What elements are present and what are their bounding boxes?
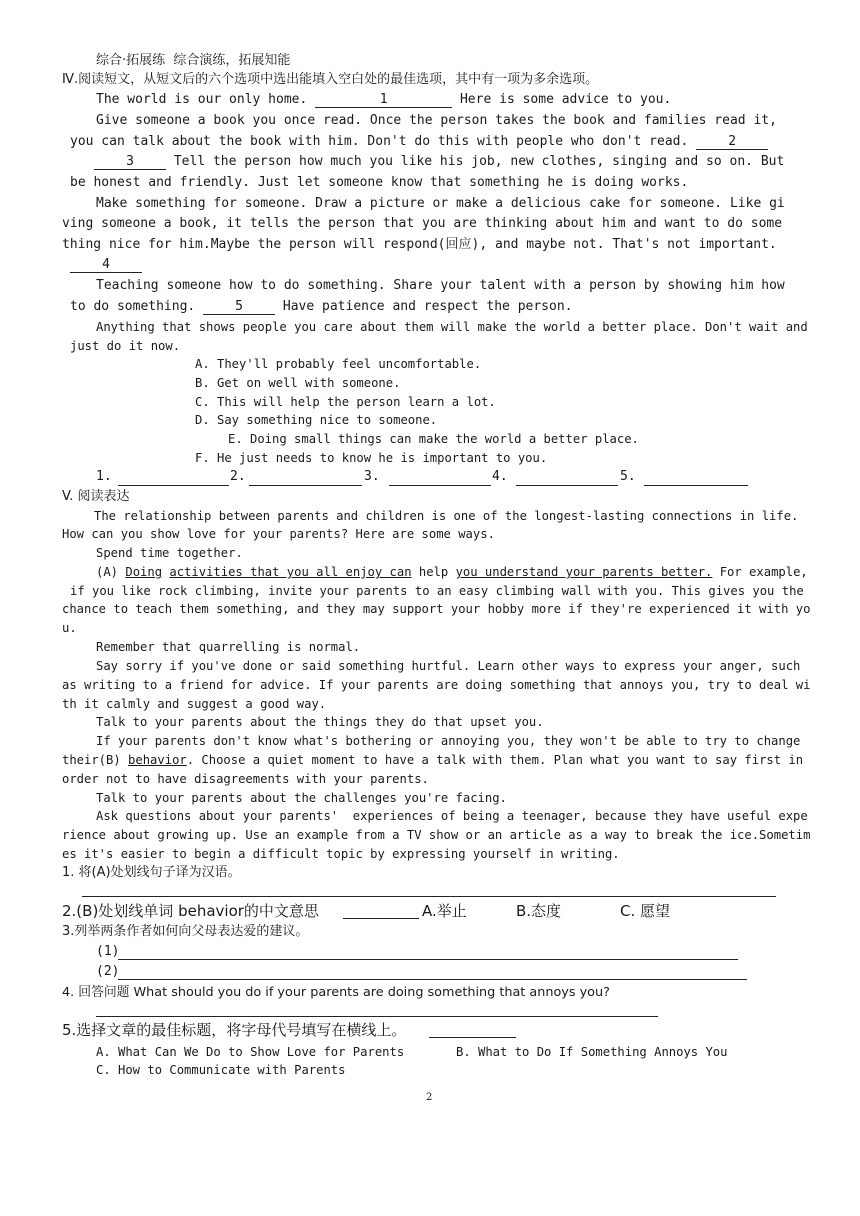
answer-line-1[interactable] [118,485,229,486]
title-option-b: B. What to Do If Something Annoys You [456,1045,728,1059]
question-3: 3.列举两条作者如何向父母表达爱的建议。 [62,924,309,939]
passage-line: Teaching someone how to do something. Share your talent with a person by showing him how [96,278,785,293]
passage-line: chance to teach them something, and they may support your hobby more if they're experienced it with yo [62,602,811,616]
option-d: D. Say something nice to someone. [195,413,438,427]
answer-line-q5[interactable] [429,1037,516,1038]
answer-label-2: 2. [230,469,246,484]
answer-line-2[interactable] [249,485,362,486]
passage-line: order not to have disagreements with your parents. [62,772,429,786]
passage-line: 3 Tell the person how much you like his job, new clothes, singing and so on. But [94,153,784,171]
passage-line: thing nice for him.Maybe the person will respond(回应), and maybe not. That's not important. [62,237,777,252]
passage-line: be honest and friendly. Just let someone know that something he is doing works. [70,175,689,190]
underlined-b: behavior [128,753,187,767]
section-heading: Talk to your parents about the challenges you're facing. [96,791,507,805]
passage-line: Ask questions about your parents' experiences of being a teenager, because they have useful expe [96,809,808,823]
passage-line: If your parents don't know what's bothering or annoying you, they won't be able to try to change [96,734,801,748]
passage-line: The relationship between parents and children is one of the longest-lasting connections in life. [94,509,799,523]
blank-2[interactable]: 2 [696,134,768,150]
passage-line: How can you show love for your parents? Here are some ways. [62,527,495,541]
passage-line: th it calmly and suggest a good way. [62,697,327,711]
passage-line: The world is our only home. 1 Here is some advice to you. [96,92,672,107]
part4-instruction: Ⅳ.阅读短文，从短文后的六个选项中选出能填入空白处的最佳选项，其中有一项为多余选项。 [62,72,599,87]
option-a: A. They'll probably feel uncomfortable. [195,357,482,371]
answer-line-q3-2[interactable] [118,979,747,980]
answer-line-q4[interactable] [96,1016,658,1017]
answer-line-q2[interactable] [343,918,419,919]
q2-option-c: C. 愿望 [620,902,671,920]
passage-line: u. [62,621,77,635]
section-heading: Talk to your parents about the things they do that upset you. [96,715,544,729]
underlined-a1: Doing [125,565,163,579]
answer-label-4: 4. [492,469,508,484]
passage-line: as writing to a friend for advice. If your parents are doing something that annoys you, try to deal wi [62,678,811,692]
part5-title: V. 阅读表达 [62,489,130,504]
answer-line-4[interactable] [516,485,618,486]
blank-3[interactable]: 3 [94,154,166,170]
underlined-a2: activities that you all enjoy can [169,565,412,579]
passage-line: Say sorry if you've done or said something hurtful. Learn other ways to express your anger, such [96,659,801,673]
passage-line: Give someone a book you once read. Once the person takes the book and families read it, [96,113,777,128]
passage-line: rience about growing up. Use an example from a TV show or an article as a way to break the ice.Sometim [62,828,811,842]
q2-option-a: A.举止 [422,902,467,920]
option-f: F. He just needs to know he is important to you. [195,451,548,465]
option-e: E. Doing small things can make the world a better place. [228,432,639,446]
option-b: B. Get on well with someone. [195,376,401,390]
answer-line-5[interactable] [644,485,748,486]
answer-label-3: 3. [364,469,380,484]
q3-item-1-label: (1) [96,944,120,959]
q2-option-b: B.态度 [516,902,562,920]
option-c: C. This will help the person learn a lot. [195,395,496,409]
question-1: 1. 将(A)处划线句子译为汉语。 [62,865,241,880]
title-option-a: A. What Can We Do to Show Love for Parents [96,1045,405,1059]
page-number: 2 [426,1092,433,1103]
blank-1[interactable]: 1 [315,92,452,108]
passage-line: es it's easier to begin a difficult topic by expressing yourself in writing. [62,847,620,861]
passage-line: (A) Doing activities that you all enjoy can help you understand your parents better. For example, [96,565,808,579]
passage-line: their(B) behavior. Choose a quiet moment to have a talk with them. Plan what you want to say first in [62,753,804,767]
q3-item-2-label: (2) [96,964,120,979]
passage-line: you can talk about the book with him. Don't do this with people who don't read. 2 [70,133,768,151]
passage-line: Anything that shows people you care about them will make the world a better place. Don't wait and [96,320,808,334]
answer-label-1: 1. [96,469,112,484]
section-heading: Spend time together. [96,546,243,560]
underlined-a3: you understand your parents better. [455,565,713,579]
passage-line: just do it now. [70,339,181,353]
answer-label-5: 5. [620,469,636,484]
blank-5[interactable]: 5 [203,299,275,315]
title-option-c: C. How to Communicate with Parents [96,1063,346,1077]
passage-line: to do something. 5 Have patience and respect the person. [70,299,573,314]
answer-line-3[interactable] [389,485,491,486]
passage-line: Make something for someone. Draw a picture or make a delicious cake for someone. Like gi [96,196,785,211]
section-header: 综合·拓展练 综合演练，拓展知能 [96,53,291,68]
question-5: 5.选择文章的最佳标题，将字母代号填写在横线上。 [62,1021,407,1039]
question-4: 4. 回答问题 What should you do if your parents are doing something that annoys you? [62,985,610,1000]
passage-line: if you like rock climbing, invite your parents to an easy climbing wall with you. This gives you the [70,584,804,598]
answer-line-q3-1[interactable] [118,959,738,960]
section-heading: Remember that quarrelling is normal. [96,640,361,654]
question-2: 2.(B)处划线单词 behavior的中文意思 [62,902,324,920]
answer-line-q1[interactable] [82,896,776,897]
passage-line: ving someone a book, it tells the person that you are thinking about him and want to do some [62,216,783,231]
blank-4[interactable]: 4 [70,257,142,273]
passage-line [70,256,142,274]
